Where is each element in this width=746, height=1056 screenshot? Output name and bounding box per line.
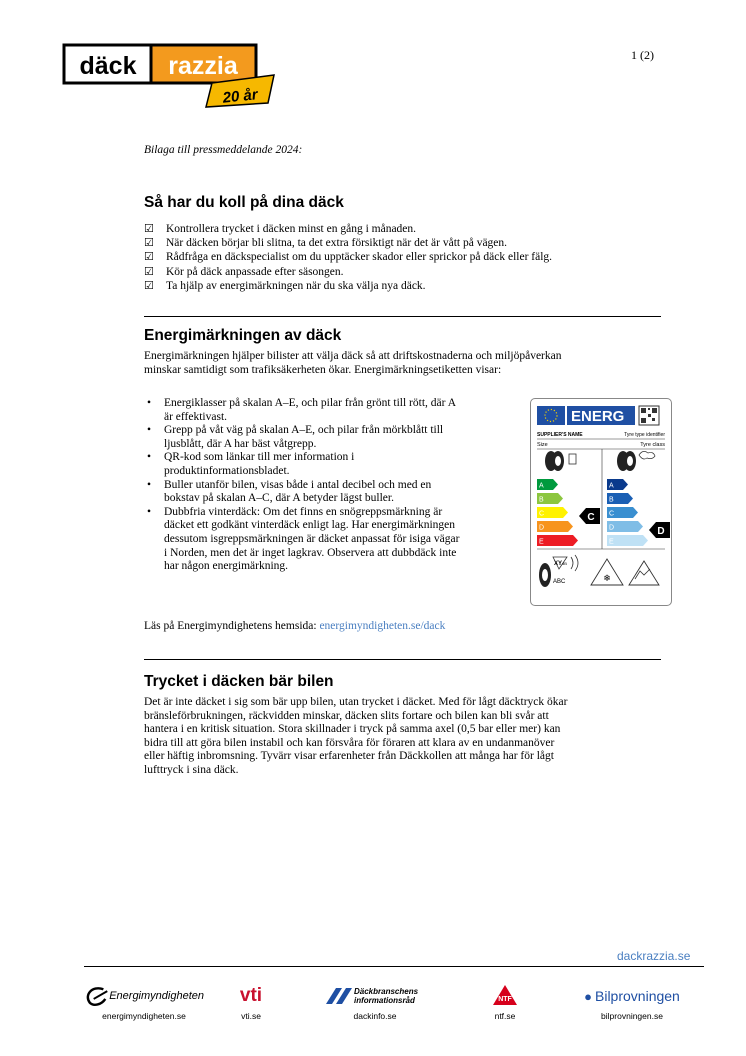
ntf-logo-icon <box>493 985 517 1009</box>
svg-text:XY: XY <box>554 561 563 567</box>
noise-icon <box>539 555 578 587</box>
checklist-item: ☑ Kontrollera trycket i däcken minst en gång i månaden. <box>144 222 417 235</box>
checkbox-icon: ☑ <box>144 236 154 250</box>
qr-code-icon <box>639 406 659 425</box>
sponsor-name: Energimyndigheten <box>109 990 204 1002</box>
svg-text:ABC: ABC <box>553 579 566 585</box>
size-label: Size <box>537 442 548 448</box>
ice-grip-icon <box>629 561 659 585</box>
bullet-item: • QR-kod som länkar till mer information i produktinformationsbladet. <box>147 451 355 477</box>
logo-text-right: razzia <box>168 52 238 80</box>
wet-class-marker <box>649 522 670 538</box>
checklist-item: ☑ När däcken börjar bli slitna, ta det extra försiktigt när det är vått på vägen. <box>144 236 508 250</box>
sponsor-url: ntf.se <box>494 1011 516 1021</box>
grade-letter: A <box>609 482 614 490</box>
tips-checklist <box>144 222 552 293</box>
svg-text:D: D <box>657 526 665 537</box>
grade-letter: E <box>609 538 614 546</box>
checklist-item: ☑ Ta hjälp av energimärkningen när du ska välja nya däck. <box>144 278 426 292</box>
wet-grip-tyre-icon <box>617 451 655 471</box>
grade-letter: A <box>539 482 544 490</box>
sponsor-url: energimyndigheten.se <box>102 1011 186 1021</box>
energy-brand-text: ENERG <box>571 408 625 425</box>
bullet-item: • Energiklasser på skalan A–E, och pilar från grönt till rött, där A är effektivast. <box>147 397 457 423</box>
svg-text:C: C <box>587 512 595 523</box>
logo-badge: 20 år <box>221 86 259 107</box>
bullet-item: • Dubbfria vinterdäck: Om det finns en snögreppsmärkning är däcket ett godkänt vinterdäck enligt lag. Har energimärkningen dessutom isgreppsmärkningen är däcket anpassat för isiga vägar i Norden, men det är inget lagkrav. Observera att dubbdäck inte har någon energimärkning. <box>147 505 460 573</box>
section-title-energy-label: Energimärkningen av däck <box>144 327 342 344</box>
fuel-class-marker <box>579 508 600 524</box>
wet-grip-scale <box>607 479 648 546</box>
sponsor-url: bilprovningen.se <box>601 1011 663 1021</box>
svg-text:❄: ❄ <box>603 574 611 584</box>
supplier-name: SUPPLIER'S NAME <box>537 432 583 438</box>
checkbox-icon: ☑ <box>144 222 154 235</box>
checkbox-icon: ☑ <box>144 278 154 292</box>
grade-letter: B <box>609 496 614 504</box>
grade-letter: D <box>609 524 615 532</box>
energy-label-graphic <box>531 399 673 607</box>
sponsor-url: dackinfo.se <box>353 1011 397 1021</box>
sponsor-vti[interactable] <box>226 985 276 1021</box>
energimyndigheten-link[interactable]: energimyndigheten.se/dack <box>319 620 446 632</box>
section-title-tyre-pressure: Trycket i däcken bär bilen <box>144 673 334 690</box>
snow-grip-icon <box>591 559 623 585</box>
sponsor-bilprovningen[interactable] <box>572 985 692 1021</box>
grade-letter: C <box>609 510 615 518</box>
fuel-efficiency-scale <box>537 479 578 546</box>
sponsor-name: vti <box>239 985 263 1006</box>
energy-label-bullets <box>144 397 518 574</box>
svg-text:NTF: NTF <box>498 996 512 1003</box>
checklist-item: ☑ Rådfråga en däckspecialist om du upptäcker skador eller sprickor på däck eller fälg. <box>144 250 553 264</box>
logo-text-left: däck <box>79 52 137 80</box>
tyre-class-label: Tyre class <box>640 442 665 448</box>
tyre-pressure-paragraph: Det är inte däcket i sig som bär upp bilen, utan trycket i däcket. Med för lågt däcktryck ökar bränsleförbrukningen, räckvidden minskar, däcken slits fortare och bilen kan bli svår att hantera i en kritisk situation. Stora skillnader i tryck på samma axel (0,5 bar eller mer) kan bidra till att göra bilen instabil och kan försvåra för föraren att klara av en undanmanöver eller häftig inbromsning. Tyvärr visar erfarenheter från Däckkollen att många har för lågt lufttryck i sina däck. <box>144 696 568 776</box>
sponsor-name: Däckbranschens informationsråd <box>354 987 419 1005</box>
checkbox-icon: ☑ <box>144 250 154 264</box>
grade-letter: D <box>539 524 545 532</box>
section-title-tips: Så har du koll på dina däck <box>144 194 344 211</box>
sponsor-ntf[interactable] <box>480 985 530 1021</box>
fuel-pump-tyre-icon <box>545 451 576 471</box>
checklist-item: ☑ Kör på däck anpassade efter säsongen. <box>144 264 344 278</box>
checkbox-icon: ☑ <box>144 264 154 278</box>
read-more-line: Läs på Energimyndighetens hemsida: energimyndigheten.se/dack <box>144 620 446 632</box>
section-divider <box>144 316 661 317</box>
intro-text: Bilaga till pressmeddelande 2024: <box>144 144 303 156</box>
page-number: 1 (2) <box>631 48 654 62</box>
eu-tyre-energy-label <box>530 398 672 606</box>
sponsor-url: vti.se <box>241 1011 261 1021</box>
eu-flag-icon <box>537 406 565 425</box>
section-divider <box>144 659 661 660</box>
sponsor-name: Bilprovningen <box>595 988 680 1004</box>
bullet-item: • Grepp på våt väg på skalan A–E, och pilar från mörkblått till ljusblått, där A har bäst våtgrepp. <box>147 424 444 450</box>
tyre-type: Tyre type identifier <box>624 432 665 438</box>
grade-letter: B <box>539 496 544 504</box>
energy-label-intro: Energimärkningen hjälper bilister att välja däck så att driftskostnaderna och miljöpåverkan minskar samtidigt som trafiksäkerheten ökar. Energimärkningsetiketten visar: <box>144 350 562 376</box>
sponsor-energimyndigheten[interactable] <box>84 985 204 1021</box>
dackrazzia-logo <box>62 43 277 108</box>
grade-letter: C <box>539 510 545 518</box>
energimyndigheten-logo-icon <box>84 985 109 1007</box>
svg-text:dB: dB <box>562 561 567 566</box>
footer-divider <box>84 966 704 967</box>
dackinfo-logo-icon <box>324 986 354 1006</box>
bullet-item: • Buller utanför bilen, visas både i antal decibel och med en bokstav på skalan A–C, där A betyder lägst buller. <box>147 478 432 505</box>
grade-letter: E <box>539 538 544 546</box>
bilprovningen-logo-icon: ● <box>584 988 592 1004</box>
footer-website-link[interactable]: dackrazzia.se <box>617 949 691 963</box>
sponsor-dackinfo[interactable] <box>320 985 430 1021</box>
